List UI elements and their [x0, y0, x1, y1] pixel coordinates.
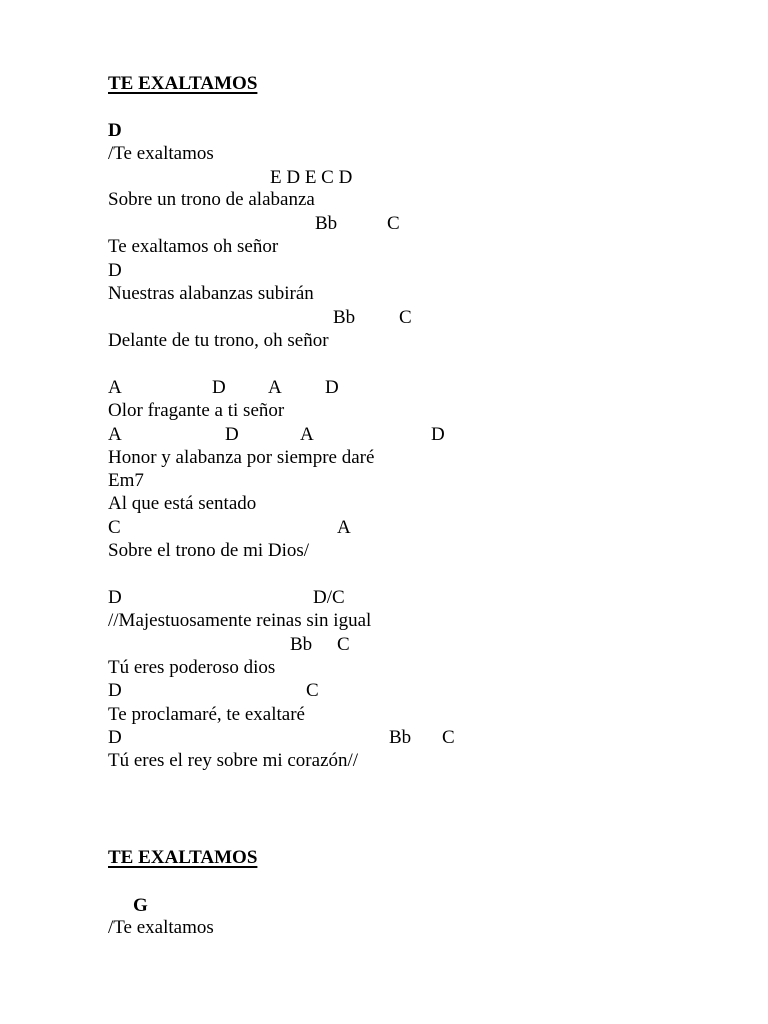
- chord: C: [337, 634, 350, 655]
- lyric-line: Te exaltamos oh señor: [108, 236, 279, 257]
- song-title: TE EXALTAMOS: [108, 73, 258, 94]
- lyric-line: Sobre el trono de mi Dios/: [108, 540, 310, 561]
- lyric-line: /Te exaltamos: [108, 143, 214, 164]
- chord: D: [108, 680, 122, 701]
- chord: Bb: [290, 634, 313, 655]
- lyric-line: //Majestuosamente reinas sin igual: [108, 610, 372, 631]
- song-title: TE EXALTAMOS: [108, 847, 258, 868]
- lyric-line: /Te exaltamos: [108, 917, 214, 938]
- lyric-line: Tú eres poderoso dios: [108, 657, 276, 678]
- chord: C: [387, 213, 400, 234]
- chord: C: [306, 680, 319, 701]
- chord: D: [212, 377, 226, 398]
- lyric-line: Delante de tu trono, oh señor: [108, 330, 329, 351]
- chord: Bb: [315, 213, 338, 234]
- chord: D: [325, 377, 339, 398]
- chord: A: [300, 424, 314, 445]
- chord: C: [108, 517, 121, 538]
- chord: D: [108, 587, 122, 608]
- chord: Bb: [389, 727, 412, 748]
- lyric-line: Sobre un trono de alabanza: [108, 189, 315, 210]
- chord: E D E C D: [270, 167, 353, 188]
- lyric-line: Honor y alabanza por siempre daré: [108, 447, 375, 468]
- chord: Bb: [333, 307, 356, 328]
- key-chord: D: [108, 120, 122, 141]
- chord: A: [337, 517, 351, 538]
- lyric-line: Tú eres el rey sobre mi corazón//: [108, 750, 359, 771]
- lyric-line: Al que está sentado: [108, 493, 257, 514]
- lyric-line: Nuestras alabanzas subirán: [108, 283, 314, 304]
- chord: D: [225, 424, 239, 445]
- chord: D: [431, 424, 445, 445]
- key-chord: G: [133, 895, 148, 916]
- chord: Em7: [108, 470, 144, 491]
- chord: A: [108, 424, 122, 445]
- lyric-line: Olor fragante a ti señor: [108, 400, 285, 421]
- chord: A: [268, 377, 282, 398]
- chord: A: [108, 377, 122, 398]
- chord: C: [442, 727, 455, 748]
- chord: D: [108, 727, 122, 748]
- lyric-line: Te proclamaré, te exaltaré: [108, 704, 305, 725]
- chord: D/C: [313, 587, 345, 608]
- chord: D: [108, 260, 122, 281]
- chord: C: [399, 307, 412, 328]
